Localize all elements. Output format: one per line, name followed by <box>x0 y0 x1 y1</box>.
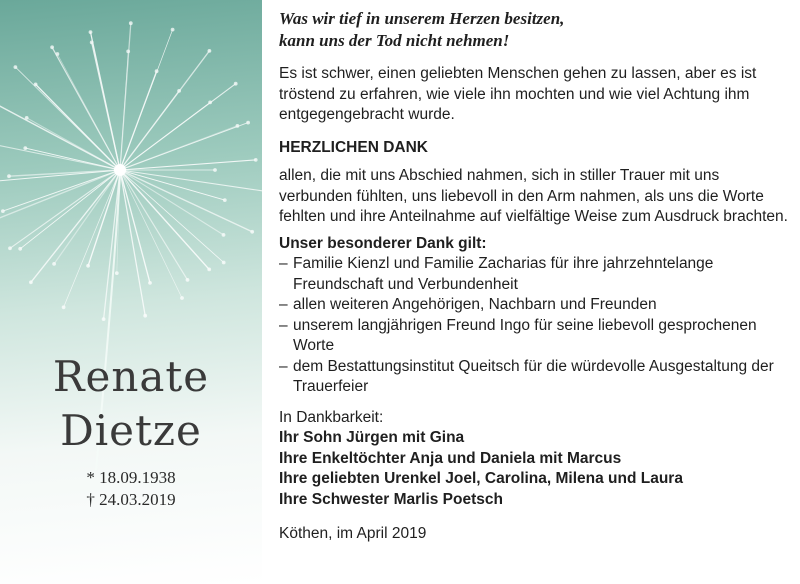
family-member: Ihre Enkeltöchter Anja und Daniela mit Marcus <box>279 449 622 467</box>
death-date: † 24.03.2019 <box>86 490 176 509</box>
list-dash: – <box>279 316 288 334</box>
family-member: Ihre geliebten Urenkel Joel, Carolina, Milena und Laura <box>279 470 683 487</box>
birth-date: * 18.09.1938 <box>86 468 176 487</box>
family-list <box>279 428 794 510</box>
special-thanks-title: Unser besonderer Dank gilt: <box>279 234 487 252</box>
thanks-paragraph: allen, die mit uns Abschied nahmen, sich in stiller Trauer mit uns verbunden fühlten, uns liebevoll in den Arm nahmen, als uns die Worte fehlten und ihre Anteilnahme auf vielfältige Weise zum Ausdruck brachten. <box>279 167 788 225</box>
quote-line-2: kann uns der Tod nicht nehmen! <box>279 31 510 50</box>
list-item-text: dem Bestattungsinstitut Queitsch für die würdevolle Ausgestaltung der Trauerfeier <box>293 357 774 395</box>
special-thanks-list <box>279 254 794 398</box>
list-item-text: unserem langjährigen Freund Ingo für seine liebevoll gesprochenen Worte <box>293 316 757 354</box>
list-item <box>279 357 794 398</box>
list-dash: – <box>279 357 288 375</box>
last-name: Dietze <box>60 406 202 455</box>
place-date: Köthen, im April 2019 <box>279 525 427 542</box>
family-member: Ihr Sohn Jürgen mit Gina <box>279 429 465 446</box>
quote <box>279 8 794 52</box>
first-name: Renate <box>52 352 210 401</box>
family-member: Ihre Schwester Marlis Poetsch <box>279 490 503 508</box>
list-item <box>279 295 794 316</box>
list-dash: – <box>279 296 288 313</box>
intro-paragraph: Es ist schwer, einen geliebten Menschen gehen zu lassen, aber es ist tröstend zu erfahren, wie viele ihn mochten und wie viel Achtung ihm entgegengebracht wurde. <box>279 65 757 123</box>
list-item-text: Familie Kienzl und Familie Zacharias für ihre jahrzehntelange Freundschaft und Verbundenheit <box>293 255 714 293</box>
signoff: In Dankbarkeit: <box>279 408 384 426</box>
list-dash: – <box>279 255 288 272</box>
dandelion-image-panel <box>0 0 262 584</box>
thanks-heading: HERZLICHEN DANK <box>279 138 428 156</box>
list-item <box>279 254 794 295</box>
list-item-text: allen weiteren Angehörigen, Nachbarn und Freunden <box>293 296 657 313</box>
list-item <box>279 316 794 357</box>
quote-line-1: Was wir tief in unserem Herzen besitzen, <box>279 9 565 28</box>
obituary-text <box>279 8 794 545</box>
